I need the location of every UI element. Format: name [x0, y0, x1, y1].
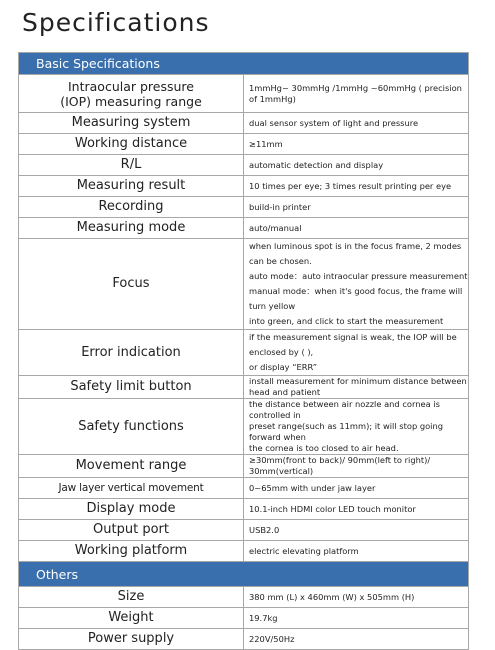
spec-value — [244, 330, 469, 376]
spec-row — [19, 197, 469, 218]
spec-row — [19, 376, 469, 399]
spec-value — [244, 541, 469, 562]
spec-label — [19, 587, 244, 608]
spec-value-line: preset range(such as 11mm); it will stop going forward when — [249, 421, 444, 442]
spec-value — [244, 134, 469, 155]
spec-row — [19, 499, 469, 520]
spec-label — [19, 113, 244, 134]
spec-value-line: the cornea is too closed to air head. — [249, 443, 399, 453]
spec-value-line: manual mode：when it's good focus, the frame will turn yellow — [249, 286, 463, 311]
spec-label-line: Jaw layer vertical movement — [58, 482, 204, 494]
spec-label-line: Intraocular pressure — [68, 78, 194, 94]
spec-label — [19, 155, 244, 176]
spec-value-line: USB2.0 — [249, 524, 280, 535]
spec-label-line: Safety limit button — [70, 379, 192, 394]
spec-row — [19, 520, 469, 541]
spec-row — [19, 176, 469, 197]
spec-label-line: Recording — [98, 199, 164, 214]
section-heading: Basic Specifications — [19, 53, 469, 75]
spec-value — [244, 155, 469, 176]
spec-row — [19, 399, 469, 455]
spec-label — [19, 218, 244, 239]
spec-label — [19, 608, 244, 629]
spec-value — [244, 499, 469, 520]
spec-row — [19, 134, 469, 155]
spec-value — [244, 239, 469, 330]
spec-label — [19, 197, 244, 218]
section-heading: Others — [19, 562, 469, 587]
spec-value — [244, 629, 469, 650]
spec-value — [244, 587, 469, 608]
spec-row — [19, 75, 469, 113]
spec-value-line: dual sensor system of light and pressure — [249, 117, 419, 128]
spec-label-line: Measuring system — [71, 115, 191, 130]
spec-label — [19, 376, 244, 399]
spec-value-line: or display “ERR” — [249, 362, 318, 372]
spec-label — [19, 478, 244, 499]
spec-label-line: Power supply — [87, 631, 175, 646]
spec-value-line: 0~65mm with under jaw layer — [249, 482, 376, 493]
spec-value-line: auto mode：auto intraocular pressure measurement — [249, 271, 468, 281]
spec-row — [19, 587, 469, 608]
spec-row — [19, 218, 469, 239]
section-header-row — [19, 53, 469, 75]
spec-value-line: electric elevating platform — [249, 545, 359, 556]
spec-row — [19, 478, 469, 499]
spec-label-line: Weight — [108, 610, 154, 625]
spec-label — [19, 520, 244, 541]
spec-row — [19, 330, 469, 376]
spec-row — [19, 541, 469, 562]
spec-label — [19, 176, 244, 197]
spec-label-line: Measuring mode — [76, 220, 186, 235]
specifications-table — [18, 52, 469, 650]
spec-value — [244, 399, 469, 455]
spec-value-line: if the measurement signal is weak, the IOP will be enclosed by ( ), — [249, 332, 457, 357]
spec-label-line: Movement range — [75, 458, 187, 473]
spec-value — [244, 478, 469, 499]
spec-value-line: 380 mm (L) x 460mm (W) x 505mm (H) — [249, 591, 415, 602]
spec-value — [244, 455, 469, 478]
spec-value — [244, 197, 469, 218]
spec-label-line: Output port — [93, 522, 169, 537]
spec-label — [19, 499, 244, 520]
spec-row — [19, 455, 469, 478]
spec-value-line: 10 times per eye; 3 times result printing per eye — [249, 180, 452, 191]
spec-value — [244, 113, 469, 134]
spec-label-line: Measuring result — [76, 178, 186, 193]
spec-value — [244, 75, 469, 113]
spec-label-line: Display mode — [86, 501, 176, 516]
spec-label-line: Safety functions — [78, 418, 184, 434]
spec-label — [19, 541, 244, 562]
spec-value-line: into green, and click to start the measurement — [249, 316, 444, 326]
spec-value — [244, 218, 469, 239]
spec-row — [19, 239, 469, 330]
spec-label — [19, 239, 244, 330]
spec-value — [244, 608, 469, 629]
spec-label-line: Focus — [112, 276, 150, 291]
spec-row — [19, 629, 469, 650]
spec-value-line: auto/manual — [249, 222, 302, 233]
spec-value-line: ≥11mm — [249, 138, 283, 149]
spec-label-line: (IOP) measuring range — [60, 93, 202, 109]
spec-value-line: automatic detection and display — [249, 159, 384, 170]
spec-label-line: R/L — [120, 157, 142, 172]
spec-value — [244, 176, 469, 197]
spec-label — [19, 330, 244, 376]
spec-value-line: ≥30mm(front to back)/ 90mm(left to right)/ 30mm(vertical) — [249, 455, 431, 476]
spec-label — [19, 455, 244, 478]
spec-value-line: build-in printer — [249, 201, 311, 212]
spec-value-line: 1mmHg~ 30mmHg /1mmHg ~60mmHg ( precision of 1mmHg) — [249, 82, 462, 104]
spec-label-line: Working platform — [74, 543, 188, 558]
spec-value — [244, 520, 469, 541]
spec-row — [19, 155, 469, 176]
spec-value-line: when luminous spot is in the focus frame, 2 modes can be chosen. — [249, 241, 462, 266]
spec-label-line: Size — [117, 589, 145, 604]
spec-value — [244, 376, 469, 399]
spec-label — [19, 629, 244, 650]
spec-label-line: Working distance — [74, 136, 188, 151]
spec-row — [19, 113, 469, 134]
spec-row — [19, 608, 469, 629]
spec-value-line: 19.7kg — [249, 612, 278, 623]
spec-value-line: the distance between air nozzle and cornea is controlled in — [249, 399, 440, 420]
spec-label — [19, 134, 244, 155]
spec-value-line: 220V/50Hz — [249, 633, 295, 644]
spec-value-line: install measurement for minimum distance between head and patient — [249, 376, 467, 397]
spec-label — [19, 75, 244, 113]
spec-value-line: 10.1-inch HDMI color LED touch monitor — [249, 503, 416, 514]
spec-label-line: Error indication — [81, 344, 181, 360]
section-header-row — [19, 562, 469, 587]
page-title: Specifications — [22, 8, 210, 37]
spec-label — [19, 399, 244, 455]
